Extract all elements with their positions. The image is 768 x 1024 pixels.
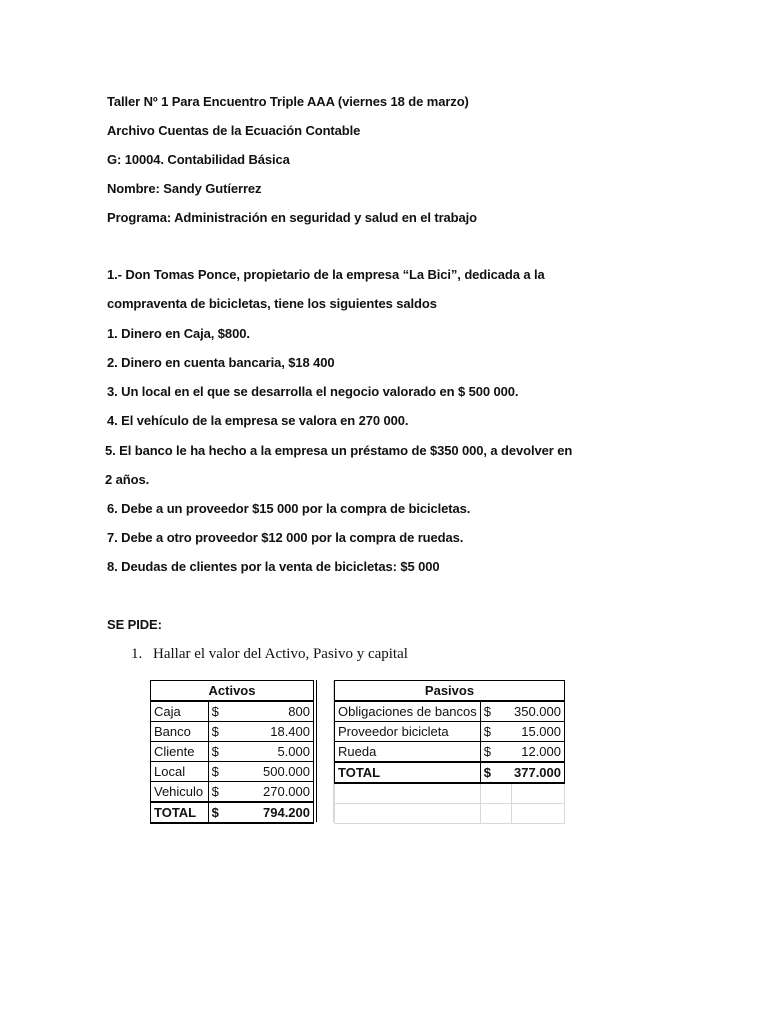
problem-item-8: 8. Deudas de clientes por la venta de bicicletas: $5 000 (107, 559, 440, 574)
task-number: 1. (131, 646, 143, 662)
pasivo-value: 12.000 (511, 742, 565, 763)
activos-header-row (151, 681, 314, 702)
pasivos-total-currency: $ (480, 762, 511, 783)
table-row (335, 701, 565, 722)
activo-currency: $ (208, 742, 259, 762)
archivo-line: Archivo Cuentas de la Ecuación Contable (107, 123, 361, 138)
problem-item-1: 1. Dinero en Caja, $800. (107, 326, 250, 341)
nombre-line: Nombre: Sandy Gutíerrez (107, 181, 262, 196)
table-row (151, 742, 314, 762)
pasivo-currency: $ (480, 722, 511, 742)
activo-currency: $ (208, 701, 259, 722)
empty-cell (511, 804, 565, 824)
programa-line: Programa: Administración en seguridad y salud en el trabajo (107, 210, 477, 225)
activo-name: Local (151, 762, 209, 782)
document-title: Taller Nº 1 Para Encuentro Triple AAA (viernes 18 de marzo) (107, 94, 469, 109)
table-gap-gridline (316, 680, 334, 822)
activo-name: Banco (151, 722, 209, 742)
pasivos-table (334, 680, 565, 824)
problem-item-2: 2. Dinero en cuenta bancaria, $18 400 (107, 355, 335, 370)
pasivo-currency: $ (480, 742, 511, 763)
pasivos-total-label: TOTAL (335, 762, 481, 783)
activo-value: 270.000 (259, 782, 314, 803)
pasivo-name: Rueda (335, 742, 481, 763)
grupo-line: G: 10004. Contabilidad Básica (107, 152, 290, 167)
problem-item-5: 5. El banco le ha hecho a la empresa un préstamo de $350 000, a devolver en (105, 443, 573, 458)
table-row (151, 782, 314, 803)
table-row (151, 762, 314, 782)
table-row (335, 742, 565, 763)
activo-value: 800 (259, 701, 314, 722)
empty-grid-row (335, 783, 565, 804)
pasivos-header: Pasivos (335, 681, 565, 702)
pasivo-value: 350.000 (511, 701, 565, 722)
activo-name: Vehiculo (151, 782, 209, 803)
empty-cell (480, 804, 511, 824)
pasivo-value: 15.000 (511, 722, 565, 742)
problem-item-6: 6. Debe a un proveedor $15 000 por la compra de bicicletas. (107, 501, 471, 516)
empty-cell (335, 783, 481, 804)
pasivos-total-value: 377.000 (511, 762, 565, 783)
table-row (151, 722, 314, 742)
activo-name: Caja (151, 701, 209, 722)
problem-intro-line-1: 1.- Don Tomas Ponce, propietario de la empresa “La Bici”, dedicada a la (107, 267, 545, 282)
problem-item-3: 3. Un local en el que se desarrolla el negocio valorado en $ 500 000. (107, 384, 519, 399)
task-text: Hallar el valor del Activo, Pasivo y capital (153, 646, 408, 662)
table-row (151, 701, 314, 722)
empty-grid-row (335, 804, 565, 824)
problem-item-7: 7. Debe a otro proveedor $12 000 por la compra de ruedas. (107, 530, 464, 545)
table-row (335, 722, 565, 742)
activo-name: Cliente (151, 742, 209, 762)
activos-total-currency: $ (208, 802, 259, 823)
empty-cell (480, 783, 511, 804)
se-pide-label: SE PIDE: (107, 617, 162, 632)
activo-value: 18.400 (259, 722, 314, 742)
activo-value: 5.000 (259, 742, 314, 762)
pasivo-name: Proveedor bicicleta (335, 722, 481, 742)
activos-total-label: TOTAL (151, 802, 209, 823)
pasivo-currency: $ (480, 701, 511, 722)
activo-currency: $ (208, 762, 259, 782)
problem-item-5-continued: 2 años. (105, 472, 150, 487)
problem-item-4: 4. El vehículo de la empresa se valora en 270 000. (107, 413, 409, 428)
activos-total-value: 794.200 (259, 802, 314, 823)
activos-table (150, 680, 314, 824)
pasivos-total-row (335, 762, 565, 783)
empty-cell (511, 783, 565, 804)
pasivos-header-row (335, 681, 565, 702)
activo-value: 500.000 (259, 762, 314, 782)
activos-header: Activos (151, 681, 314, 702)
problem-intro-line-2: compraventa de bicicletas, tiene los siguientes saldos (107, 296, 437, 311)
activo-currency: $ (208, 782, 259, 803)
activos-total-row (151, 802, 314, 823)
activo-currency: $ (208, 722, 259, 742)
empty-cell (335, 804, 481, 824)
pasivo-name: Obligaciones de bancos (335, 701, 481, 722)
